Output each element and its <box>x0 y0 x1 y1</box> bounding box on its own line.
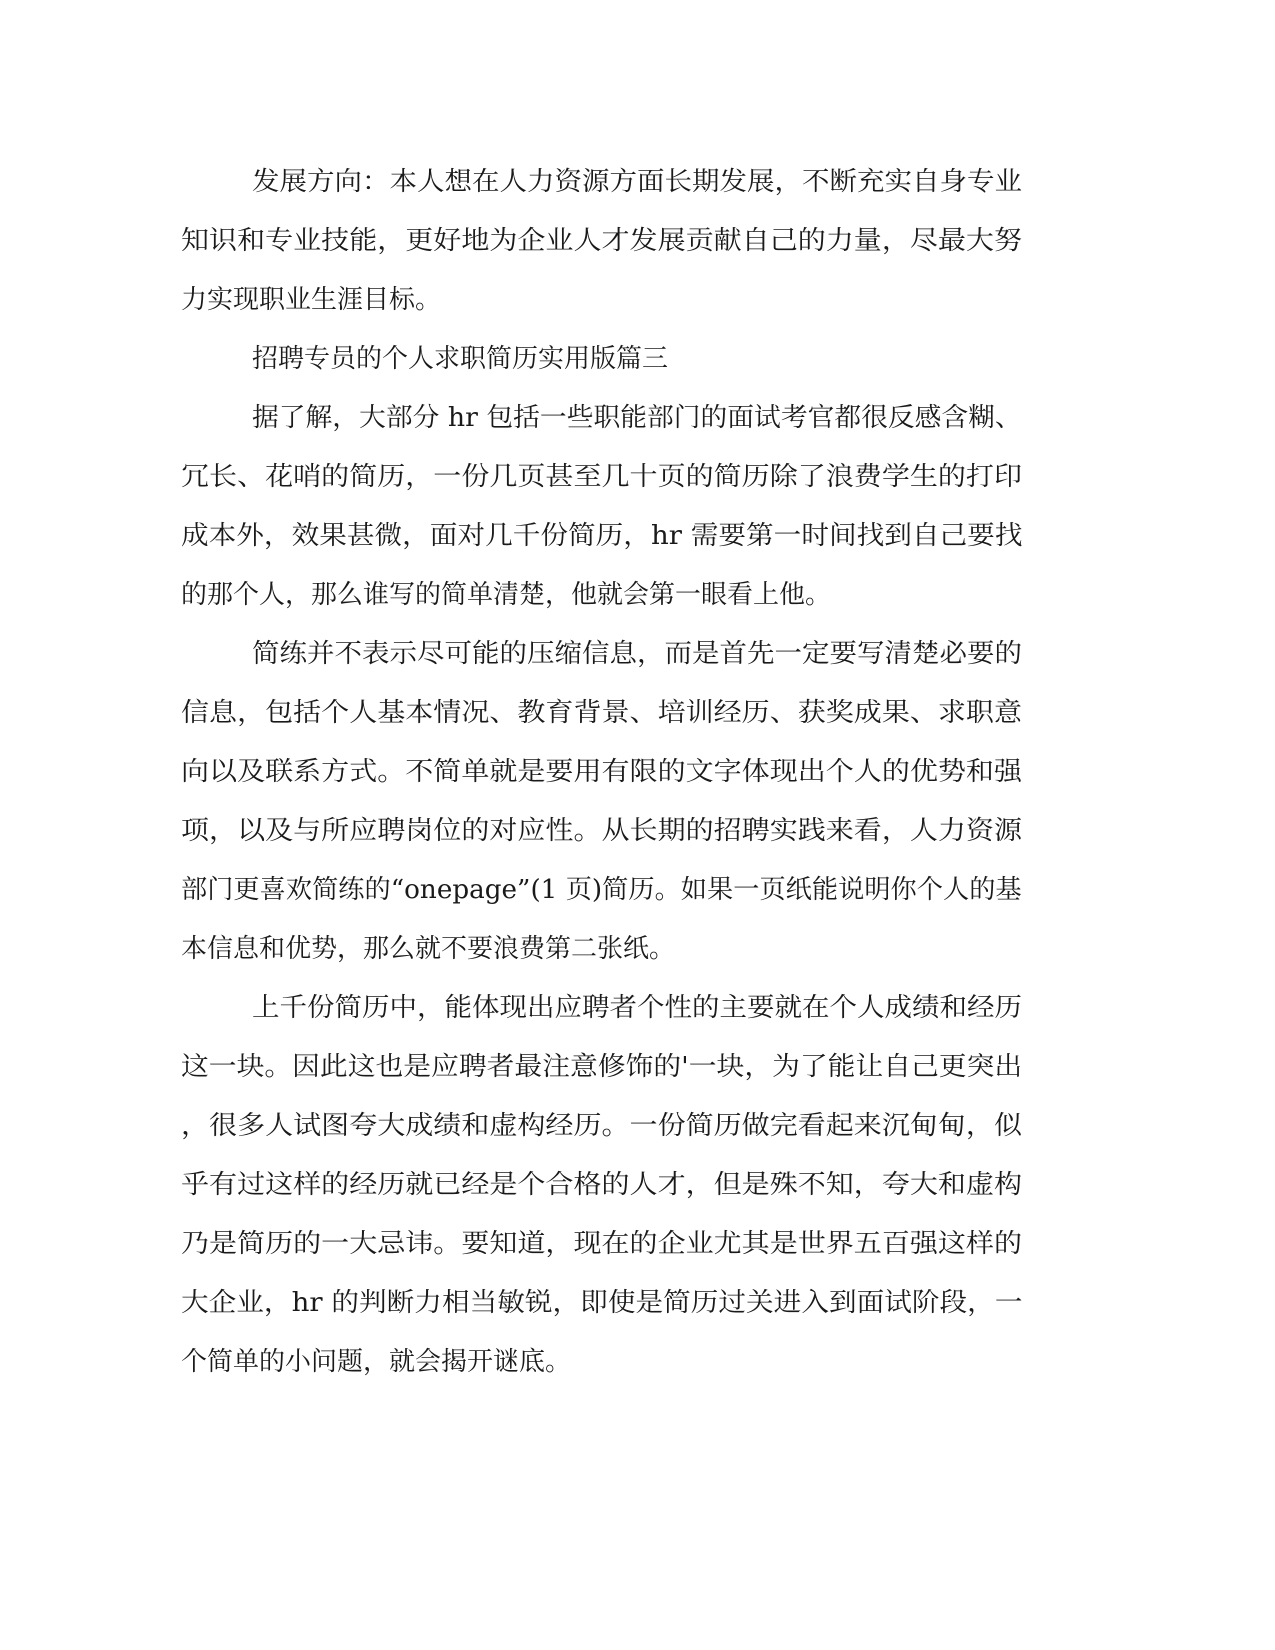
paragraph-line: 知识和专业技能，更好地为企业人才发展贡献自己的力量，尽最大努 <box>181 226 1023 256</box>
paragraph-line: 大企业，hr 的判断力相当敏锐，即使是简历过关进入到面试阶段，一 <box>181 1288 1023 1318</box>
paragraph-line: 向以及联系方式。不简单就是要用有限的文字体现出个人的优势和强 <box>181 757 1023 787</box>
paragraph-line: 冗长、花哨的简历，一份几页甚至几十页的简历除了浪费学生的打印 <box>181 462 1023 492</box>
paragraph-line: 项，以及与所应聘岗位的对应性。从长期的招聘实践来看，人力资源 <box>181 816 1023 846</box>
section-heading: 招聘专员的个人求职简历实用版篇三 <box>252 344 669 374</box>
paragraph-line: 信息，包括个人基本情况、教育背景、培训经历、获奖成果、求职意 <box>181 698 1023 728</box>
paragraph-line: 部门更喜欢简练的“onepage”(1 页)简历。如果一页纸能说明你个人的基 <box>181 875 1022 905</box>
paragraph-line: 本信息和优势，那么就不要浪费第二张纸。 <box>181 934 676 964</box>
paragraph-line: 发展方向：本人想在人力资源方面长期发展，不断充实自身专业 <box>252 167 1023 197</box>
paragraph-line: 个简单的小问题，就会揭开谜底。 <box>181 1347 572 1377</box>
paragraph-line: ，很多人试图夸大成绩和虚构经历。一份简历做完看起来沉甸甸，似 <box>181 1111 1023 1141</box>
paragraph-line: 简练并不表示尽可能的压缩信息，而是首先一定要写清楚必要的 <box>252 639 1023 669</box>
paragraph-line: 乎有过这样的经历就已经是个合格的人才，但是殊不知，夸大和虚构 <box>181 1170 1023 1200</box>
paragraph-line: 这一块。因此这也是应聘者最注意修饰的'一块，为了能让自己更突出 <box>181 1052 1023 1082</box>
paragraph-line: 的那个人，那么谁写的简单清楚，他就会第一眼看上他。 <box>181 580 832 610</box>
paragraph-line: 成本外，效果甚微，面对几千份简历，hr 需要第一时间找到自己要找 <box>181 521 1023 551</box>
paragraph-line: 据了解，大部分 hr 包括一些职能部门的面试考官都很反感含糊、 <box>252 403 1022 433</box>
paragraph-line: 乃是简历的一大忌讳。要知道，现在的企业尤其是世界五百强这样的 <box>181 1229 1023 1259</box>
paragraph-line: 上千份简历中，能体现出应聘者个性的主要就在个人成绩和经历 <box>252 993 1023 1023</box>
paragraph-line: 力实现职业生涯目标。 <box>181 285 442 315</box>
